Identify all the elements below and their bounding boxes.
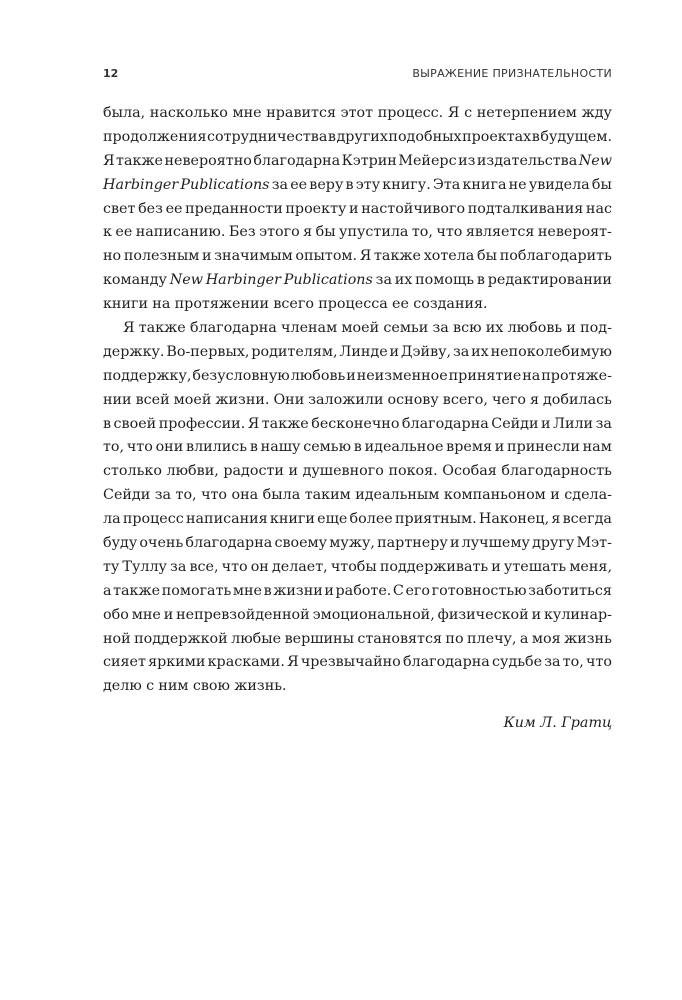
word: помогать — [161, 582, 232, 599]
word: то, — [175, 487, 197, 504]
word: книга — [462, 176, 507, 193]
word: приятным. — [394, 511, 477, 528]
word: в — [103, 415, 112, 432]
word: Мэт- — [576, 535, 612, 552]
word: всего — [273, 296, 314, 313]
text-line — [103, 198, 612, 222]
word: также — [374, 248, 421, 265]
word: Линде — [339, 343, 388, 360]
word: Сейди — [103, 487, 151, 504]
word: партнеру — [377, 535, 448, 552]
word: книги — [103, 296, 149, 313]
word: эмоциональной, — [312, 606, 435, 623]
word: всего, — [442, 391, 488, 408]
word: Я — [103, 152, 115, 169]
word: их — [485, 320, 504, 337]
word: к — [103, 224, 112, 241]
word: а — [103, 582, 112, 599]
word: я — [529, 391, 539, 408]
word: упустила — [339, 224, 409, 241]
text-line — [103, 580, 612, 604]
word: любви, — [166, 463, 219, 480]
word: книгу. — [382, 176, 431, 193]
word: любовь — [290, 367, 346, 384]
word: чего — [491, 391, 526, 408]
word: моя — [531, 630, 561, 647]
word: физической — [437, 606, 529, 623]
word: за — [375, 272, 392, 289]
section-title: ВЫРАЖЕНИЕ ПРИЗНАТЕЛЬНОСТИ — [412, 67, 612, 80]
word: добилась — [542, 391, 612, 408]
text-line — [103, 675, 612, 699]
word: очень — [139, 535, 184, 552]
word: без — [138, 200, 163, 217]
word: время — [446, 439, 492, 456]
word: я — [303, 224, 313, 241]
word: своему — [274, 535, 328, 552]
word: за — [271, 176, 289, 193]
word: заложили — [308, 391, 384, 408]
word: его — [405, 582, 431, 599]
word: процесс. — [377, 105, 444, 121]
word: ее — [115, 224, 133, 241]
text-line — [103, 245, 612, 269]
word: чтобы — [330, 558, 377, 575]
word: непоколебимую — [490, 343, 612, 360]
text-line — [103, 532, 612, 556]
page-number: 12 — [103, 67, 119, 80]
word: и — [566, 320, 576, 337]
word: ной — [103, 630, 131, 647]
word: Наконец, — [478, 511, 550, 528]
word: других — [336, 128, 388, 145]
word: они — [155, 439, 184, 456]
word: создания. — [413, 296, 488, 313]
word: любовь — [507, 320, 563, 337]
word: столько — [103, 463, 162, 480]
text-line — [103, 628, 612, 652]
word: Сейди — [491, 415, 539, 432]
word: жизни. — [215, 391, 270, 408]
word: поддерживать — [379, 558, 489, 575]
word: Туллу — [122, 558, 167, 575]
word: ту — [103, 558, 120, 575]
word: Мейерс — [398, 152, 457, 169]
word: веру — [309, 176, 344, 193]
word: принятие — [448, 367, 522, 384]
word: идеальное — [364, 439, 444, 456]
word: неизменное — [356, 367, 448, 384]
word: проектах — [462, 128, 532, 145]
word: благодарна — [402, 654, 490, 671]
word: и — [163, 606, 174, 623]
word: и — [349, 200, 359, 217]
word: Эта — [432, 176, 461, 193]
word: в — [476, 272, 485, 289]
word: Я — [247, 415, 260, 432]
word: членам — [281, 320, 338, 337]
text-line — [103, 604, 612, 628]
word: сдела- — [564, 487, 612, 504]
word: из — [458, 152, 476, 169]
word: невероятно — [164, 152, 252, 169]
word: и — [531, 606, 542, 623]
word: жду — [581, 105, 612, 121]
word: книги — [269, 511, 315, 528]
text-line — [103, 126, 612, 150]
word: невероят- — [537, 224, 612, 241]
word: Publications — [283, 272, 373, 289]
word: С — [392, 582, 404, 599]
text-line — [103, 269, 612, 293]
text-line — [103, 556, 612, 580]
word: что — [586, 654, 612, 671]
word: свою — [192, 678, 230, 695]
word: была, — [103, 105, 146, 121]
word: жизнь. — [234, 678, 287, 695]
word: принесли — [507, 439, 580, 456]
word: сияет — [103, 654, 146, 671]
word: благодарна — [185, 535, 273, 552]
word: нии — [103, 391, 132, 408]
word: лучшему — [461, 535, 530, 552]
word: мне — [131, 606, 161, 623]
word: и — [324, 582, 334, 599]
word: подталкивания — [467, 200, 584, 217]
author-signature: Ким Л. Гратц — [503, 715, 612, 732]
word: с — [464, 105, 473, 121]
word: написания — [185, 511, 268, 528]
word: и — [389, 343, 400, 360]
word: также — [116, 152, 164, 169]
word: семью — [303, 439, 352, 456]
word: плечу, — [467, 630, 517, 647]
word: что — [436, 224, 463, 241]
word: семьи — [383, 320, 429, 337]
word: подобных — [388, 128, 462, 145]
word: мне — [232, 582, 262, 599]
word: Дэйву, — [400, 343, 452, 360]
word: их — [471, 343, 489, 360]
word: кулинар- — [543, 606, 612, 623]
word: то, — [562, 654, 584, 671]
word: с — [146, 678, 155, 695]
text-line — [103, 389, 612, 413]
text-line — [103, 293, 612, 317]
word: Я — [287, 654, 299, 671]
word: благодарность — [501, 463, 612, 480]
text-line — [103, 174, 612, 198]
word: продолжения — [103, 128, 207, 145]
word: и — [550, 487, 560, 504]
word: мне — [232, 105, 262, 121]
word: что — [201, 487, 228, 504]
word: а — [519, 630, 529, 647]
word: делю — [103, 678, 142, 695]
word: поддержку, — [103, 367, 192, 384]
word: на — [522, 367, 541, 384]
word: этого — [259, 224, 300, 241]
word: заботиться — [528, 582, 612, 599]
word: ее — [290, 176, 308, 193]
word: то, — [411, 224, 433, 241]
word: помощь — [415, 272, 475, 289]
word: будущем. — [540, 128, 612, 145]
text-line — [103, 508, 612, 532]
word: всей — [135, 391, 170, 408]
word: и — [449, 535, 460, 552]
word: и — [288, 463, 299, 480]
word: этот — [340, 105, 374, 121]
word: эту — [355, 176, 381, 193]
word: компаньоном — [443, 487, 546, 504]
word: всегда — [562, 511, 612, 528]
word: поблагодарить — [499, 248, 612, 265]
word: Harbinger — [103, 176, 179, 193]
word: он — [250, 558, 269, 575]
word: моей — [341, 320, 380, 337]
word: в — [263, 582, 272, 599]
word: протяже- — [541, 367, 612, 384]
word: работе. — [335, 582, 392, 599]
word: утешать — [503, 558, 567, 575]
word: она — [231, 487, 259, 504]
text-line — [103, 460, 612, 484]
word: опытом. — [295, 248, 358, 265]
word: в — [249, 439, 258, 456]
word: в — [353, 439, 362, 456]
text-line — [103, 341, 612, 365]
running-header — [103, 67, 612, 80]
word: значимым — [214, 248, 293, 265]
word: я — [551, 511, 561, 528]
word: написанию. — [135, 224, 226, 241]
word: другу — [532, 535, 575, 552]
word: их — [394, 272, 413, 289]
word: протяжении — [174, 296, 270, 313]
word: процесса — [318, 296, 388, 313]
word: за — [170, 558, 187, 575]
word: Harbinger — [205, 272, 281, 289]
word: более — [349, 511, 393, 528]
word: также — [138, 320, 186, 337]
word: New — [578, 152, 612, 169]
text-line — [103, 221, 612, 245]
word: вершины — [284, 630, 354, 647]
word: под- — [580, 320, 612, 337]
word: Они — [273, 391, 305, 408]
word: бы — [591, 176, 612, 193]
word: нас — [585, 200, 612, 217]
word: всю — [453, 320, 482, 337]
word: поддержкой — [134, 630, 228, 647]
word: процесс — [122, 511, 184, 528]
text-line — [103, 413, 612, 437]
word: за — [432, 320, 449, 337]
word: готовностью — [431, 582, 527, 599]
word: в — [327, 128, 336, 145]
word: нашу — [260, 439, 301, 456]
word: все, — [189, 558, 219, 575]
word: благодарна — [189, 320, 277, 337]
word: в — [345, 176, 354, 193]
text-line — [103, 317, 612, 341]
word: мужу, — [329, 535, 375, 552]
word: непревзойденной — [176, 606, 310, 623]
text-line — [103, 150, 612, 174]
word: яркими — [148, 654, 206, 671]
word: проекту — [285, 200, 347, 217]
word: сотрудничества — [207, 128, 328, 145]
word: чрезвычайно — [300, 654, 401, 671]
word: свет — [103, 200, 136, 217]
word: идеальным — [355, 487, 440, 504]
word: то, — [103, 439, 125, 456]
word: Я — [359, 248, 372, 265]
word: ее — [165, 200, 183, 217]
word: делает, — [271, 558, 328, 575]
word: на — [152, 296, 171, 313]
word: и — [541, 415, 551, 432]
word: редактировании — [487, 272, 612, 289]
word: за — [154, 487, 172, 504]
word: душевного — [302, 463, 384, 480]
word: также — [261, 415, 309, 432]
word: держку. — [103, 343, 165, 360]
word: New — [169, 272, 203, 289]
word: является — [465, 224, 535, 241]
text-line — [103, 102, 612, 126]
word: команду — [103, 272, 167, 289]
word: судьбе — [491, 654, 543, 671]
word: радости — [223, 463, 284, 480]
word: жизни — [273, 582, 323, 599]
word: буду — [103, 535, 138, 552]
word: основу — [387, 391, 439, 408]
word: профессии. — [158, 415, 246, 432]
word: и — [494, 439, 505, 456]
word: становятся — [357, 630, 442, 647]
word: родителям, — [251, 343, 338, 360]
word: также — [113, 582, 161, 599]
word: полезным — [123, 248, 200, 265]
word: благодарна — [253, 152, 341, 169]
word: была — [262, 487, 301, 504]
word: меня, — [569, 558, 612, 575]
word: бесконечно — [311, 415, 400, 432]
word: жизнь — [564, 630, 612, 647]
word: Кэтрин — [341, 152, 397, 169]
word: Во-первых, — [166, 343, 250, 360]
word: за — [595, 415, 612, 432]
word: нравится — [266, 105, 336, 121]
word: насколько — [149, 105, 228, 121]
word: Лили — [553, 415, 594, 432]
word: моей — [173, 391, 212, 408]
word: за — [544, 654, 561, 671]
word: по — [445, 630, 464, 647]
word: и — [491, 558, 501, 575]
word: за — [452, 343, 470, 360]
word: бы — [477, 248, 498, 265]
word: Publications — [180, 176, 270, 193]
text-line — [103, 484, 612, 508]
word: покоя. — [388, 463, 438, 480]
word: благодарна — [401, 415, 489, 432]
word: Без — [228, 224, 256, 241]
body-text — [103, 102, 612, 736]
word: ее — [392, 296, 409, 313]
word: что — [221, 558, 248, 575]
word: и — [202, 248, 212, 265]
word: но — [103, 248, 122, 265]
word: издательства — [476, 152, 578, 169]
word: хотела — [423, 248, 475, 265]
word: увидела — [528, 176, 590, 193]
word: Я — [447, 105, 460, 121]
word: своей — [113, 415, 157, 432]
word: что — [126, 439, 153, 456]
text-line — [103, 365, 612, 389]
word: нетерпением — [476, 105, 577, 121]
text-line — [103, 436, 612, 460]
word: красками. — [207, 654, 285, 671]
word: ла — [103, 511, 121, 528]
text-line — [103, 651, 612, 675]
word: влились — [186, 439, 248, 456]
word: обо — [103, 606, 129, 623]
word: и — [346, 367, 356, 384]
word: настойчивого — [361, 200, 466, 217]
word: ним — [158, 678, 189, 695]
word: бы — [315, 224, 336, 241]
word: безусловную — [192, 367, 290, 384]
word: таким — [304, 487, 351, 504]
word: еще — [317, 511, 348, 528]
word: любые — [231, 630, 282, 647]
word: Особая — [442, 463, 497, 480]
word: преданности — [185, 200, 283, 217]
word: Я — [123, 320, 135, 337]
word: не — [508, 176, 527, 193]
word: нам — [582, 439, 612, 456]
word: в — [531, 128, 540, 145]
